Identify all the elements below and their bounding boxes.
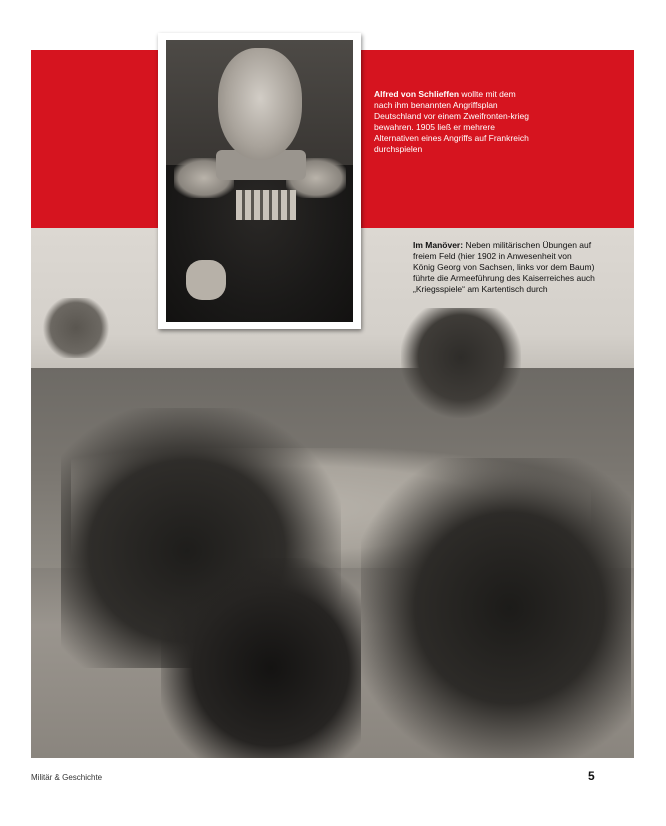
portrait-head bbox=[218, 48, 302, 160]
page-number: 5 bbox=[588, 769, 595, 783]
schlieffen-portrait bbox=[166, 40, 353, 322]
manoever-caption bbox=[413, 240, 595, 295]
portrait-hand bbox=[186, 260, 226, 300]
right-tree bbox=[401, 308, 521, 418]
cavalry-group-right bbox=[361, 458, 631, 758]
medals bbox=[236, 190, 296, 220]
caption-name: Alfred von Schlieffen bbox=[374, 89, 460, 99]
caption-title: Im Manöver: bbox=[413, 240, 464, 250]
publication-name: Militär & Geschichte bbox=[31, 773, 103, 782]
portrait-frame bbox=[158, 33, 361, 329]
left-tree bbox=[41, 298, 111, 358]
schlieffen-caption bbox=[374, 89, 534, 155]
caption-text: Neben militärischen Übungen auf freiem Feld (hier 1902 in Anwesenheit von König Georg von Sachsen, links vor dem Baum) führte die Armeeführung des Kaiserreiches auch „Kriegsspiele“ am Kartentisch durch bbox=[413, 240, 595, 294]
horse-foreground bbox=[161, 558, 361, 758]
caption-text: wollte mit dem nach ihm benannten Angriffsplan Deutschland vor einem Zweifronten-krieg bewahren. 1905 ließ er mehrere Alternativen eines Angriffs auf Frankreich durchspielen bbox=[374, 89, 529, 154]
